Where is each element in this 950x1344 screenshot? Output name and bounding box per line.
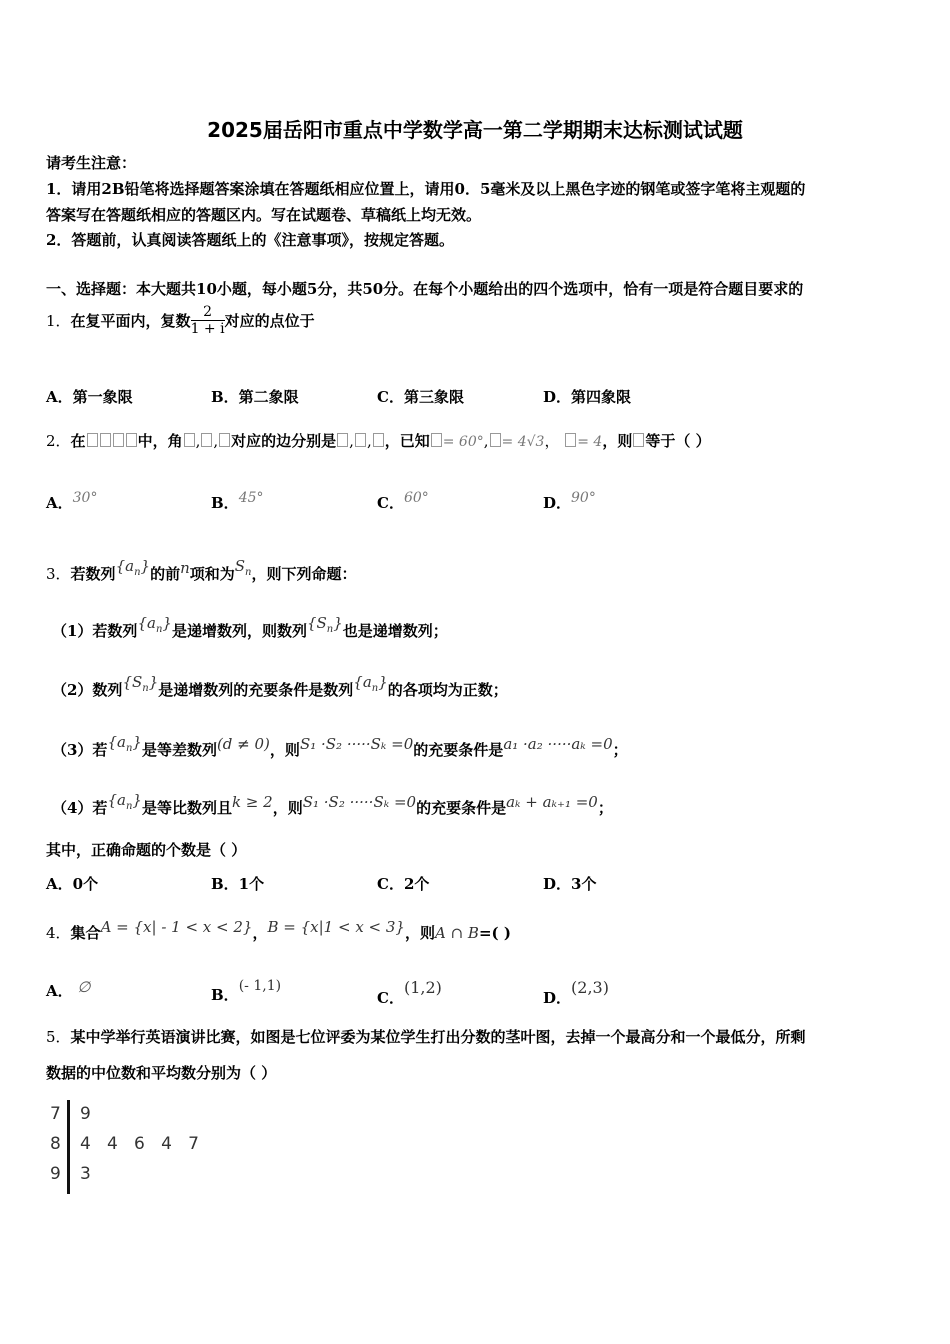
question-number: 5． [46,1028,71,1046]
option-label: A． [46,494,73,512]
missing-glyph-box [100,433,111,447]
fraction-numerator: 2 [191,304,225,321]
question-1 [46,304,315,337]
question-text: ，则 [404,924,435,942]
sum-s: $S_n$ [234,557,252,578]
leaf-values: 4 4 6 4 7 [80,1134,199,1154]
q2-option-d [543,490,596,513]
set-a: A = {x| - 1 < x < 2} [100,918,253,936]
q4-option-b [211,978,281,1005]
stem-value: 9 [50,1164,61,1184]
q1-option-a: A．第一象限 [46,388,133,406]
question-5-line-2: 数据的中位数和平均数分别为（ ） [46,1064,277,1082]
question-text: ，则下列命题： [251,565,357,583]
option-value: (- 1,1) [238,978,282,994]
sequence-a: $\{a_n\}$ [115,557,151,578]
math-variable: n [180,559,190,577]
option-value: 30° [72,490,98,506]
stem-leaf-plot [48,1098,248,1198]
notice-line-1: 1．请用2B铅笔将选择题答案涂填在答题纸相应位置上，请用0．5毫米及以上黑色字迹的钢笔或签字笔将主观题的 [46,180,806,198]
missing-glyph-box [337,433,348,447]
q3-proposition-3: （3）若$\{a_n\}$是等差数列(d ≠ 0)，则S₁ ·S₂ ·····Sₖ =0的充要条件是a₁ ·a₂ ·····aₖ =0； [52,733,628,759]
question-text: 在 [70,432,86,450]
punctuation: ， [544,432,560,450]
missing-glyph-box [373,433,384,447]
option-label: D． [543,989,572,1007]
q3-proposition-2: （2）数列$\{S_n\}$是递增数列的充要条件是数列$\{a_n\}$的各项均为正数； [52,673,508,699]
q1-option-c: C．第三象限 [377,388,464,406]
option-value: (1,2) [403,978,442,997]
page-title: 2025届岳阳市重点中学数学高一第二学期期末达标测试试题 [207,118,743,142]
option-value: 90° [571,490,596,506]
fraction [191,304,225,337]
question-text: 项和为 [189,565,235,583]
question-text: =( ) [478,924,511,942]
question-text: 若数列 [70,565,116,583]
missing-glyph-box [87,433,98,447]
math-expression: = 60° [442,434,484,450]
question-text: 对应的边分别是 [231,432,337,450]
missing-glyph-box [219,433,230,447]
q4-option-c [377,978,442,1008]
option-label: D． [543,494,572,512]
q4-option-a [46,978,91,1001]
question-number: 1． [46,312,71,330]
question-text: 集合 [70,924,101,942]
option-value: 60° [403,490,429,506]
question-2: 2．在 中，角 , , 对应的边分别是 , , ，已知 = 60°, = 4√3， = 4，则 等于（ ） [46,432,711,450]
question-text: 等于（ ） [645,432,711,450]
question-3 [46,557,357,584]
notice-line-1b: 答案写在答题纸相应的答题区内。写在试题卷、草稿纸上均无效。 [46,206,482,224]
q2-option-b [211,490,264,513]
question-text: 对应的点位于 [224,312,315,330]
q3-proposition-1: （1）若数列$\{a_n\}$是递增数列，则数列$\{S_n\}$也是递增数列； [52,614,448,640]
option-value: 45° [238,490,264,506]
missing-glyph-box [201,433,212,447]
stem-divider [67,1100,70,1194]
punctuation: , [483,432,489,450]
notice-heading: 请考生注意： [46,154,137,172]
q4-option-d [543,978,609,1008]
missing-glyph-box [565,433,576,447]
question-5 [46,1026,806,1047]
math-expression: = 4√3 [501,434,545,450]
q2-option-c [377,490,429,513]
missing-glyph-box [184,433,195,447]
question-text: 中，角 [137,432,183,450]
question-text: 某中学举行英语演讲比赛，如图是七位评委为某位学生打出分数的茎叶图，去掉一个最高分和一个最低分，所剩 [70,1028,806,1046]
q2-option-a [46,490,97,513]
math-expression: = 4 [577,434,603,450]
option-value: (2,3) [571,978,609,997]
option-label: B． [211,494,239,512]
notice-line-2: 2．答题前，认真阅读答题纸上的《注意事项》，按规定答题。 [46,231,454,249]
q3-option-d: D．3个 [543,875,597,893]
missing-glyph-box [126,433,137,447]
q3-proposition-4: （4）若$\{a_n\}$是等比数列且k ≥ 2，则S₁ ·S₂ ·····Sₖ =0的充要条件是aₖ + aₖ₊₁ =0； [52,791,613,817]
section-heading: 一、选择题：本大题共10小题，每小题5分，共50分。在每个小题给出的四个选项中，恰有一项是符合题目要求的 [46,280,804,298]
stem-value: 7 [50,1104,61,1124]
missing-glyph-box [633,433,644,447]
q3-option-c: C．2个 [377,875,430,893]
option-value: ∅ [77,978,91,996]
punctuation: ， [252,924,268,942]
leaf-values: 3 [80,1164,91,1184]
q3-option-a: A．0个 [46,875,99,893]
option-label: C． [377,494,404,512]
q3-option-b: B．1个 [211,875,265,893]
q1-option-d: D．第四象限 [543,388,632,406]
set-b: B = {x|1 < x < 3} [267,918,405,936]
intersection: A ∩ B [434,924,479,942]
fraction-denominator: 1 + i [190,321,225,337]
option-label: C． [377,989,404,1007]
q3-ask: 其中，正确命题的个数是（ ） [46,841,247,859]
question-number: 3． [46,565,71,583]
leaf-values: 9 [80,1104,91,1124]
option-label: A． [46,982,73,1000]
question-number: 2． [46,432,71,450]
missing-glyph-box [490,433,501,447]
missing-glyph-box [431,433,442,447]
q1-option-b: B．第二象限 [211,388,299,406]
stem-value: 8 [50,1134,61,1154]
question-4 [46,918,511,943]
question-number: 4． [46,924,71,942]
option-label: B． [211,986,239,1004]
question-text: 的前 [150,565,181,583]
missing-glyph-box [113,433,124,447]
question-text: ，已知 [384,432,430,450]
missing-glyph-box [355,433,366,447]
question-text: ，则 [602,432,633,450]
question-text: 在复平面内，复数 [70,312,191,330]
